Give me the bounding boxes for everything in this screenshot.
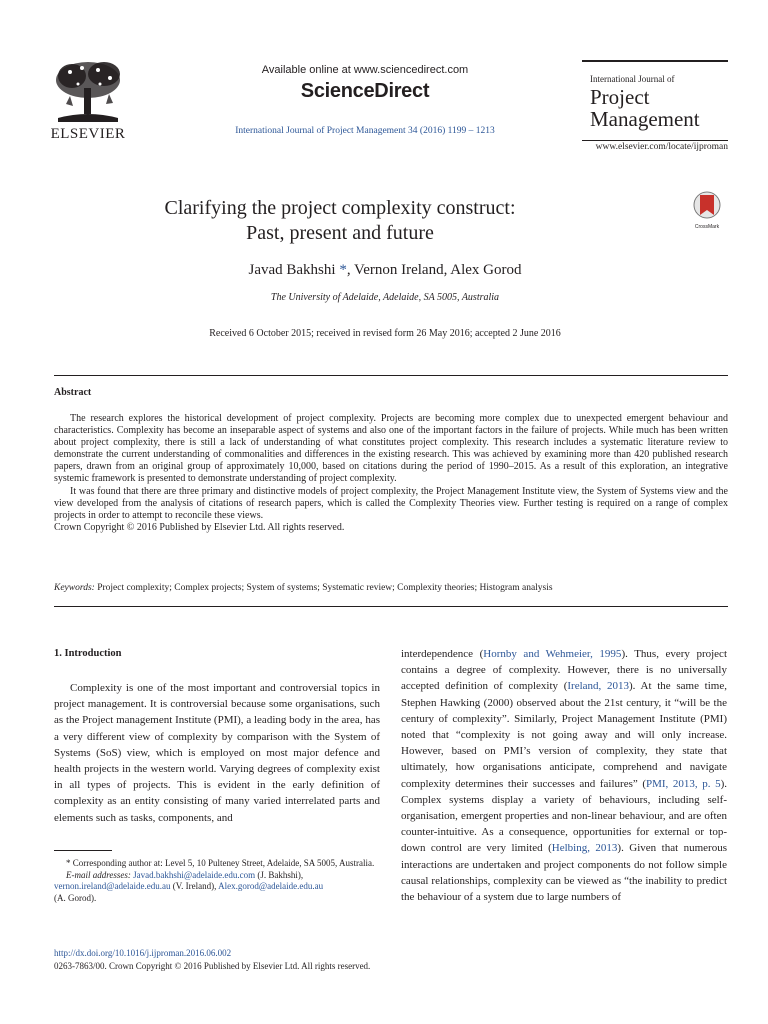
affiliation: The University of Adelaide, Adelaide, SA 5005, Australia [270,292,500,303]
body-text: ). Given that numerous interactions are undertaken and project components do not follow simple causal relationships, complexity can be viewed as “the inability to predict the behaviour of a system due to large numbers of [401,842,727,904]
journal-prefix: International Journal of [590,74,675,84]
journal-name-line1: Project [590,85,650,109]
email-owner: (V. Ireland), [170,881,219,891]
crossmark-label: CrossMark [694,224,720,230]
corresponding-author-marker[interactable]: * [339,262,347,278]
body-column-right [401,646,727,905]
sciencedirect-brand[interactable]: ScienceDirect [300,80,430,102]
abstract-paragraph-1: The research explores the historical development of project complexity. Projects are becoming more complex due to unexpected emergent behaviour and characteristics. Complexity has become an inseparable aspect of systems and also one of the important factors in the failure of projects. While much has been written about project complexity, there is still a lack of understanding of what constitutes project complexity. This research includes a systematic literature review to demonstrate the current understanding of commonalities and differences in the existing research. This was achieved by examining more than 420 published research papers, drawn from an original group of approximately 10,000, based on citations during the period of 1990–2015. As a result of this exploration, an integrative systemic framework is presented to demonstrate understanding of project complexity. [54,413,728,485]
body-text: ). At the same time, Stephen Hawking (2000) observed about the 21st century, it “will be the century of complexity”. Similarly, Project Management Institute (PMI) noted that “complexity is not going away and will only increase. However, based on PMI’s version of complexity, they state that ultimately, how organisations anticipate, comprehend and navigate complexity determines their successes and failures” ( [401,680,727,790]
citation-link-hornby[interactable]: Hornby and Wehmeier, 1995 [483,648,622,660]
abstract-paragraph-2: It was found that there are three primary and distinctive models of project complexity, the Project Management Institute view, the System of Systems view and the view developed from the analysis of citations of research papers, which is called the Complexity Theories view. Further testing is required on a range of complex projects in order to attempt to reconcile these views. [54,485,728,521]
elsevier-tree-icon [52,58,124,124]
email-label: E-mail addresses: [66,869,131,880]
journal-citation[interactable]: International Journal of Project Management 34 (2016) 1199 – 1213 [235,126,495,136]
section-heading-introduction: 1. Introduction [54,648,122,659]
journal-name-line2: Management [590,107,700,131]
abstract-body [54,413,728,534]
available-online[interactable]: Available online at www.sciencedirect.com [261,64,469,76]
keywords [54,583,728,593]
abstract-copyright: Crown Copyright © 2016 Published by Elsevier Ltd. All rights reserved. [54,521,345,533]
abstract-top-rule [54,375,728,376]
keywords-list: Project complexity; Complex projects; System of systems; Systematic review; Complexity theories; Histogram analysis [94,583,553,593]
body-column-left [54,680,380,826]
citation-link-ireland[interactable]: Ireland, 2013 [567,680,629,693]
received-dates: Received 6 October 2015; received in revised form 26 May 2016; accepted 2 June 2016 [209,328,561,339]
citation-link-helbing[interactable]: Helbing, 2013 [551,842,618,855]
email-addresses [54,870,380,882]
email-link-bakhshi[interactable]: Javad.bakhshi@adelaide.edu.com [133,869,256,880]
email-line-3: (A. Gorod). [54,892,97,903]
citation-link-pmi[interactable]: PMI, 2013, p. 5 [646,777,721,790]
title-line1: Clarifying the project complexity construct: [164,197,516,219]
body-text: ). Complex systems display a variety of behaviours, including self-organisation, emergent properties and non-linear behaviour, and are often counter-intuitive. As a consequence, opportunities for external or top-down control are very limited ( [401,777,727,855]
journal-masthead [582,60,728,142]
email-link-gorod[interactable]: Alex.gorod@adelaide.edu.au [218,881,324,891]
email-line-2 [54,881,380,893]
intro-paragraph: Complexity is one of the most important and controversial topics in project management. It is controversial because some organisations, such as the Project management Institute (PMI), a leading body in the area, has a very different view of complexity by comparison with the System of Systems (SoS) view, which is employed on most major defence and health projects in the western world. Varying degrees of complexity exist in all types of projects. This is evident in the early definition of complexity as an entity consisting of many varied interrelated parts and elements such as tasks, components, and [54,682,380,824]
doi-link[interactable] [54,948,554,958]
author-others: , Vernon Ireland, Alex Gorod [346,262,522,278]
corresponding-author-note: * Corresponding author at: Level 5, 10 Pulteney Street, Adelaide, SA 5005, Australia. [66,858,375,868]
publisher-name: ELSEVIER [50,126,126,142]
email-owner: (J. Bakhshi), [255,869,304,880]
author-list [60,262,710,279]
body-text: interdependence ( [401,648,484,660]
crossmark-icon[interactable] [692,190,722,226]
article-title [60,196,620,246]
title-line2: Past, present and future [246,222,434,244]
keywords-label: Keywords: [54,583,95,593]
doi-url[interactable]: http://dx.doi.org/10.1016/j.ijproman.2016.06.002 [54,948,232,958]
email-link-ireland[interactable]: vernon.ireland@adelaide.edu.au [54,881,171,891]
journal-name [590,86,700,130]
masthead-divider [582,140,728,141]
footer-copyright: 0263-7863/00. Crown Copyright © 2016 Published by Elsevier Ltd. All rights reserved. [54,961,371,971]
footnote-rule [54,850,112,851]
abstract-heading: Abstract [54,387,92,398]
journal-url[interactable]: www.elsevier.com/locate/ijproman [595,142,728,152]
elsevier-logo [48,58,128,148]
body-text: ). Thus, every project contains a degree of complexity. However, there is no universally accepted definition of complexity ( [401,648,727,693]
author-first: Javad Bakhshi [248,262,336,278]
footnote [54,858,380,904]
abstract-bottom-rule [54,606,728,607]
